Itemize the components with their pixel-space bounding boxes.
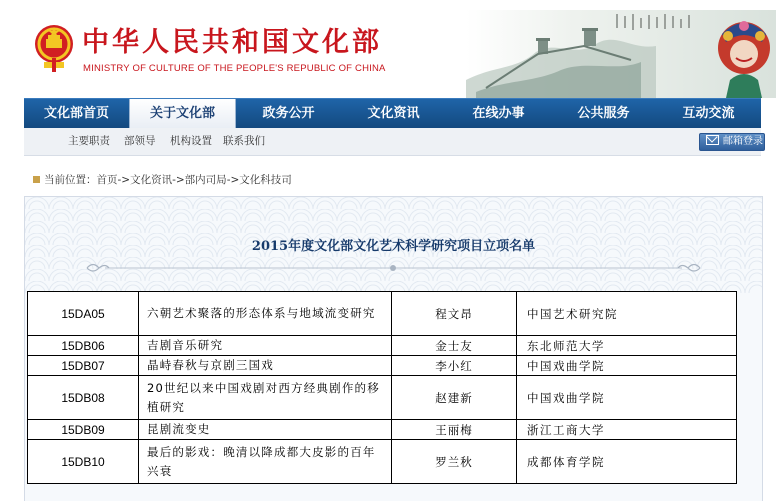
project-title: 最后的影戏：晚清以降成都大皮影的百年兴衰 (139, 440, 392, 484)
breadcrumb-culture-news[interactable]: ->文化资讯 (117, 174, 173, 186)
nav-culture-news[interactable]: 文化资讯 (367, 106, 420, 121)
project-code: 15DB10 (28, 440, 139, 484)
project-leader: 程文昂 (392, 292, 517, 336)
project-list-table (27, 291, 737, 484)
breadcrumb (33, 172, 292, 187)
sub-nav (24, 128, 761, 156)
project-institution: 浙江工商大学 (517, 420, 737, 440)
project-code: 15DB09 (28, 420, 139, 440)
table-row (28, 292, 737, 336)
breadcrumb-departments[interactable]: ->部内司局 (172, 174, 227, 186)
project-institution: 成都体育学院 (517, 440, 737, 484)
project-leader: 罗兰秋 (392, 440, 517, 484)
project-leader: 王丽梅 (392, 420, 517, 440)
main-nav (24, 98, 761, 128)
project-title: 20世纪以来中国戏剧对西方经典剧作的移植研究 (139, 376, 392, 420)
location-icon (33, 176, 40, 183)
subnav-organization[interactable]: 机构设置 (170, 135, 212, 147)
project-leader: 李小红 (392, 356, 517, 376)
table-row (28, 356, 737, 376)
table-row (28, 440, 737, 484)
national-emblem-icon[interactable] (34, 22, 74, 74)
table-row (28, 336, 737, 356)
envelope-icon (706, 135, 719, 145)
subnav-contact-us[interactable]: 联系我们 (223, 135, 265, 147)
project-title: 吉剧音乐研究 (139, 336, 392, 356)
project-institution: 中国艺术研究院 (517, 292, 737, 336)
breadcrumb-label: 当前位置： (44, 174, 97, 186)
breadcrumb-culture-tech[interactable]: ->文化科技司 (226, 174, 292, 186)
mail-login-button[interactable] (699, 133, 765, 151)
project-institution: 东北师范大学 (517, 336, 737, 356)
breadcrumb-home[interactable]: 首页 (96, 174, 118, 186)
project-code: 15DB07 (28, 356, 139, 376)
site-header (0, 0, 776, 98)
project-code: 15DB06 (28, 336, 139, 356)
ornament-divider (85, 261, 702, 275)
subnav-main-duties[interactable]: 主要职责 (68, 135, 110, 147)
table-row (28, 376, 737, 420)
subnav-leadership[interactable]: 部领导 (124, 135, 156, 147)
mail-login-label: 邮箱登录 (723, 136, 763, 147)
nav-interaction[interactable]: 互动交流 (682, 106, 735, 121)
nav-public-services[interactable]: 公共服务 (577, 106, 630, 121)
project-leader: 金士友 (392, 336, 517, 356)
project-title: 晶峙春秋与京剧三国戏 (139, 356, 392, 376)
project-leader: 赵建新 (392, 376, 517, 420)
site-subtitle: MINISTRY OF CULTURE OF THE PEOPLE'S REPUBLIC OF CHINA (83, 63, 386, 74)
nav-home[interactable]: 文化部首页 (43, 106, 109, 121)
project-code: 15DB08 (28, 376, 139, 420)
project-institution: 中国戏曲学院 (517, 356, 737, 376)
nav-about[interactable]: 关于文化部 (129, 99, 236, 128)
article-title: 2015年度文化部文化艺术科学研究项目立项名单 (251, 239, 536, 254)
project-title: 六朝艺术聚落的形态体系与地域流变研究 (139, 292, 392, 336)
header-banner-image (466, 10, 776, 98)
project-code: 15DA05 (28, 292, 139, 336)
nav-online-services[interactable]: 在线办事 (472, 106, 525, 121)
table-row (28, 420, 737, 440)
nav-government-affairs[interactable]: 政务公开 (262, 106, 315, 121)
project-institution: 中国戏曲学院 (517, 376, 737, 420)
project-title: 昆剧流变史 (139, 420, 392, 440)
site-title[interactable]: 中华人民共和国文化部 (82, 27, 382, 58)
